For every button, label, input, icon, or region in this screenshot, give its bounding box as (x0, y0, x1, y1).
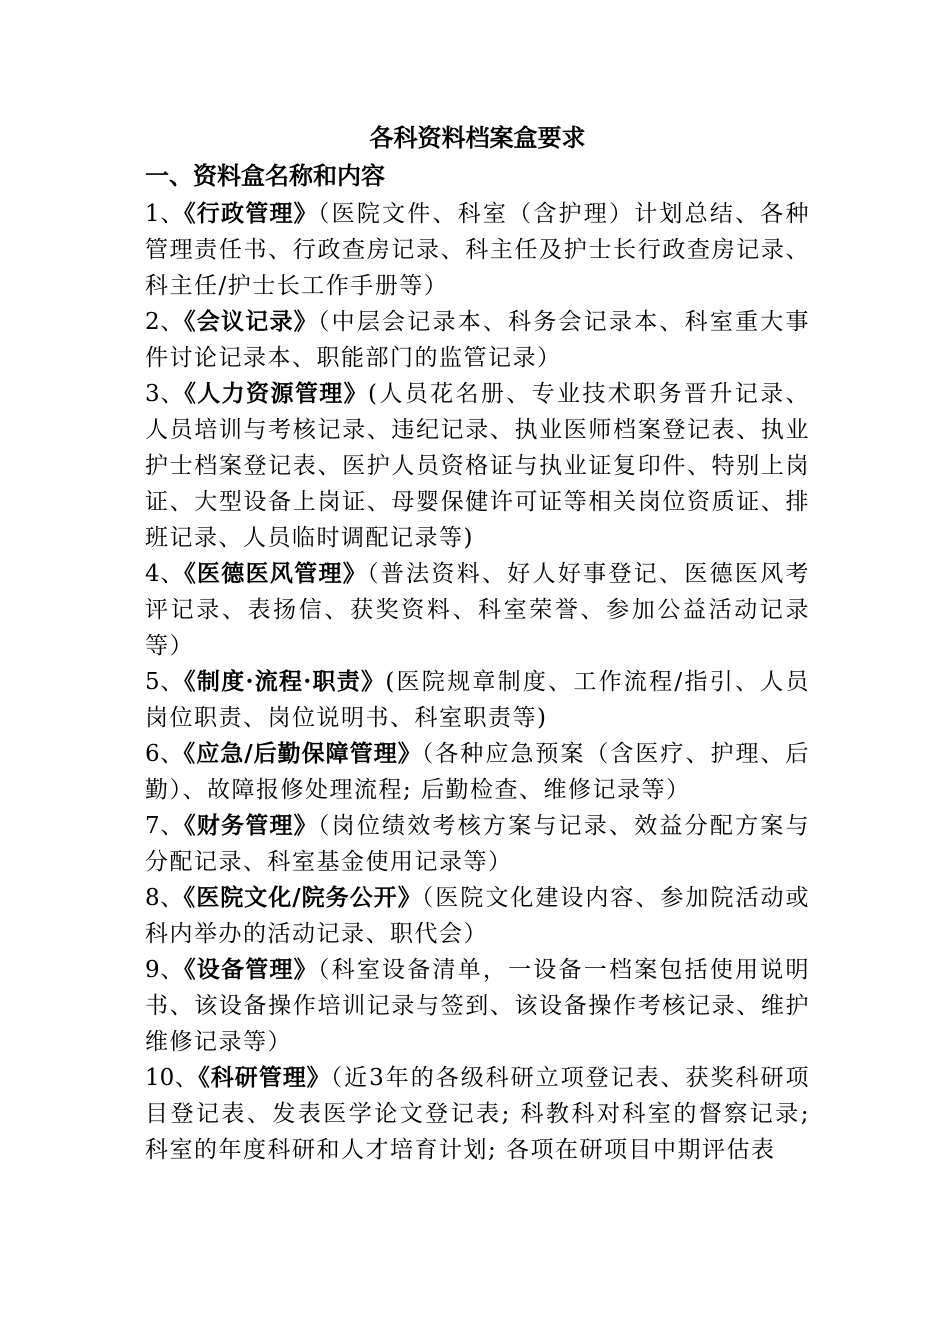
item-name: 《医德医风管理》 (184, 560, 368, 587)
item-number: 6、 (145, 741, 184, 767)
item-name: 《医院文化/院务公开》 (183, 884, 422, 911)
item-name: 《设备管理》 (184, 956, 318, 983)
item-number: 5、 (145, 669, 185, 695)
list-item (145, 664, 810, 736)
item-description: （近3年的各级科研立项登记表、获奖科研项目登记表、发表医学论文登记表; 科教科对科室的督察记录; 科室的年度科研和人才培育计划; 各项在研项目中期评估表 (145, 1065, 810, 1163)
item-description: （科室设备清单，一设备一档案包括使用说明书、该设备操作培训记录与签到、该设备操作考核记录、维护维修记录等） (145, 957, 811, 1055)
item-number: 4、 (145, 561, 185, 587)
list-item (145, 808, 810, 880)
list-item (145, 196, 810, 304)
item-description: （普法资料、好人好事登记、医德医风考评记录、表扬信、获奖资料、科室荣誉、参加公益活动记录等） (145, 561, 811, 659)
item-description: （各种应急预案（含医疗、护理、后勤）、故障报修处理流程; 后勤检查、维修记录等） (145, 741, 811, 803)
list-item (145, 376, 810, 556)
list-item (145, 1060, 810, 1168)
item-name: 《行政管理》 (184, 200, 318, 227)
item-description: （中层会记录本、科务会记录本、科室重大事件讨论记录本、职能部门的监管记录） (145, 309, 811, 371)
item-description: （医院文化建设内容、参加院活动或科内举办的活动记录、职代会） (145, 885, 811, 947)
list-item (145, 556, 810, 664)
section-heading: 一、资料盒名称和内容 (145, 161, 385, 190)
item-description: （岗位绩效考核方案与记录、效益分配方案与分配记录、科室基金使用记录等） (145, 813, 811, 875)
item-description: (医院规章制度、工作流程/指引、人员岗位职责、岗位说明书、科室职责等) (145, 669, 810, 731)
item-name: 《人力资源管理》 (184, 380, 368, 407)
list-item (145, 304, 810, 376)
item-name: 《应急/后勤保障管理》 (183, 740, 422, 767)
item-number: 8、 (145, 885, 184, 911)
item-description: （医院文件、科室（含护理）计划总结、各种管理责任书、行政查房记录、科主任及护士长行政查房记录、科主任/护士长工作手册等） (145, 201, 811, 299)
item-number: 10、 (145, 1065, 199, 1091)
item-name: 《会议记录》 (184, 308, 318, 335)
list-item (145, 952, 810, 1060)
list-item (145, 880, 810, 952)
item-number: 1、 (145, 201, 185, 227)
document-title: 各科资料档案盒要求 (369, 123, 586, 152)
item-name: 《财务管理》 (184, 812, 318, 839)
item-number: 2、 (145, 309, 185, 335)
document-page (145, 120, 810, 1168)
item-name: 《制度·流程·职责》 (184, 668, 386, 695)
item-number: 9、 (145, 957, 185, 983)
list-item (145, 736, 810, 808)
item-description: (人员花名册、专业技术职务晋升记录、人员培训与考核记录、违纪记录、执业医师档案登记表、执业护士档案登记表、医护人员资格证与执业证复印件、特别上岗证、大型设备上岗证、母婴保健许可证等相关岗位资质证、排班记录、人员临时调配记录等) (145, 381, 810, 551)
item-number: 3、 (145, 381, 185, 407)
item-number: 7、 (145, 813, 185, 839)
item-name: 《科研管理》 (198, 1064, 331, 1091)
